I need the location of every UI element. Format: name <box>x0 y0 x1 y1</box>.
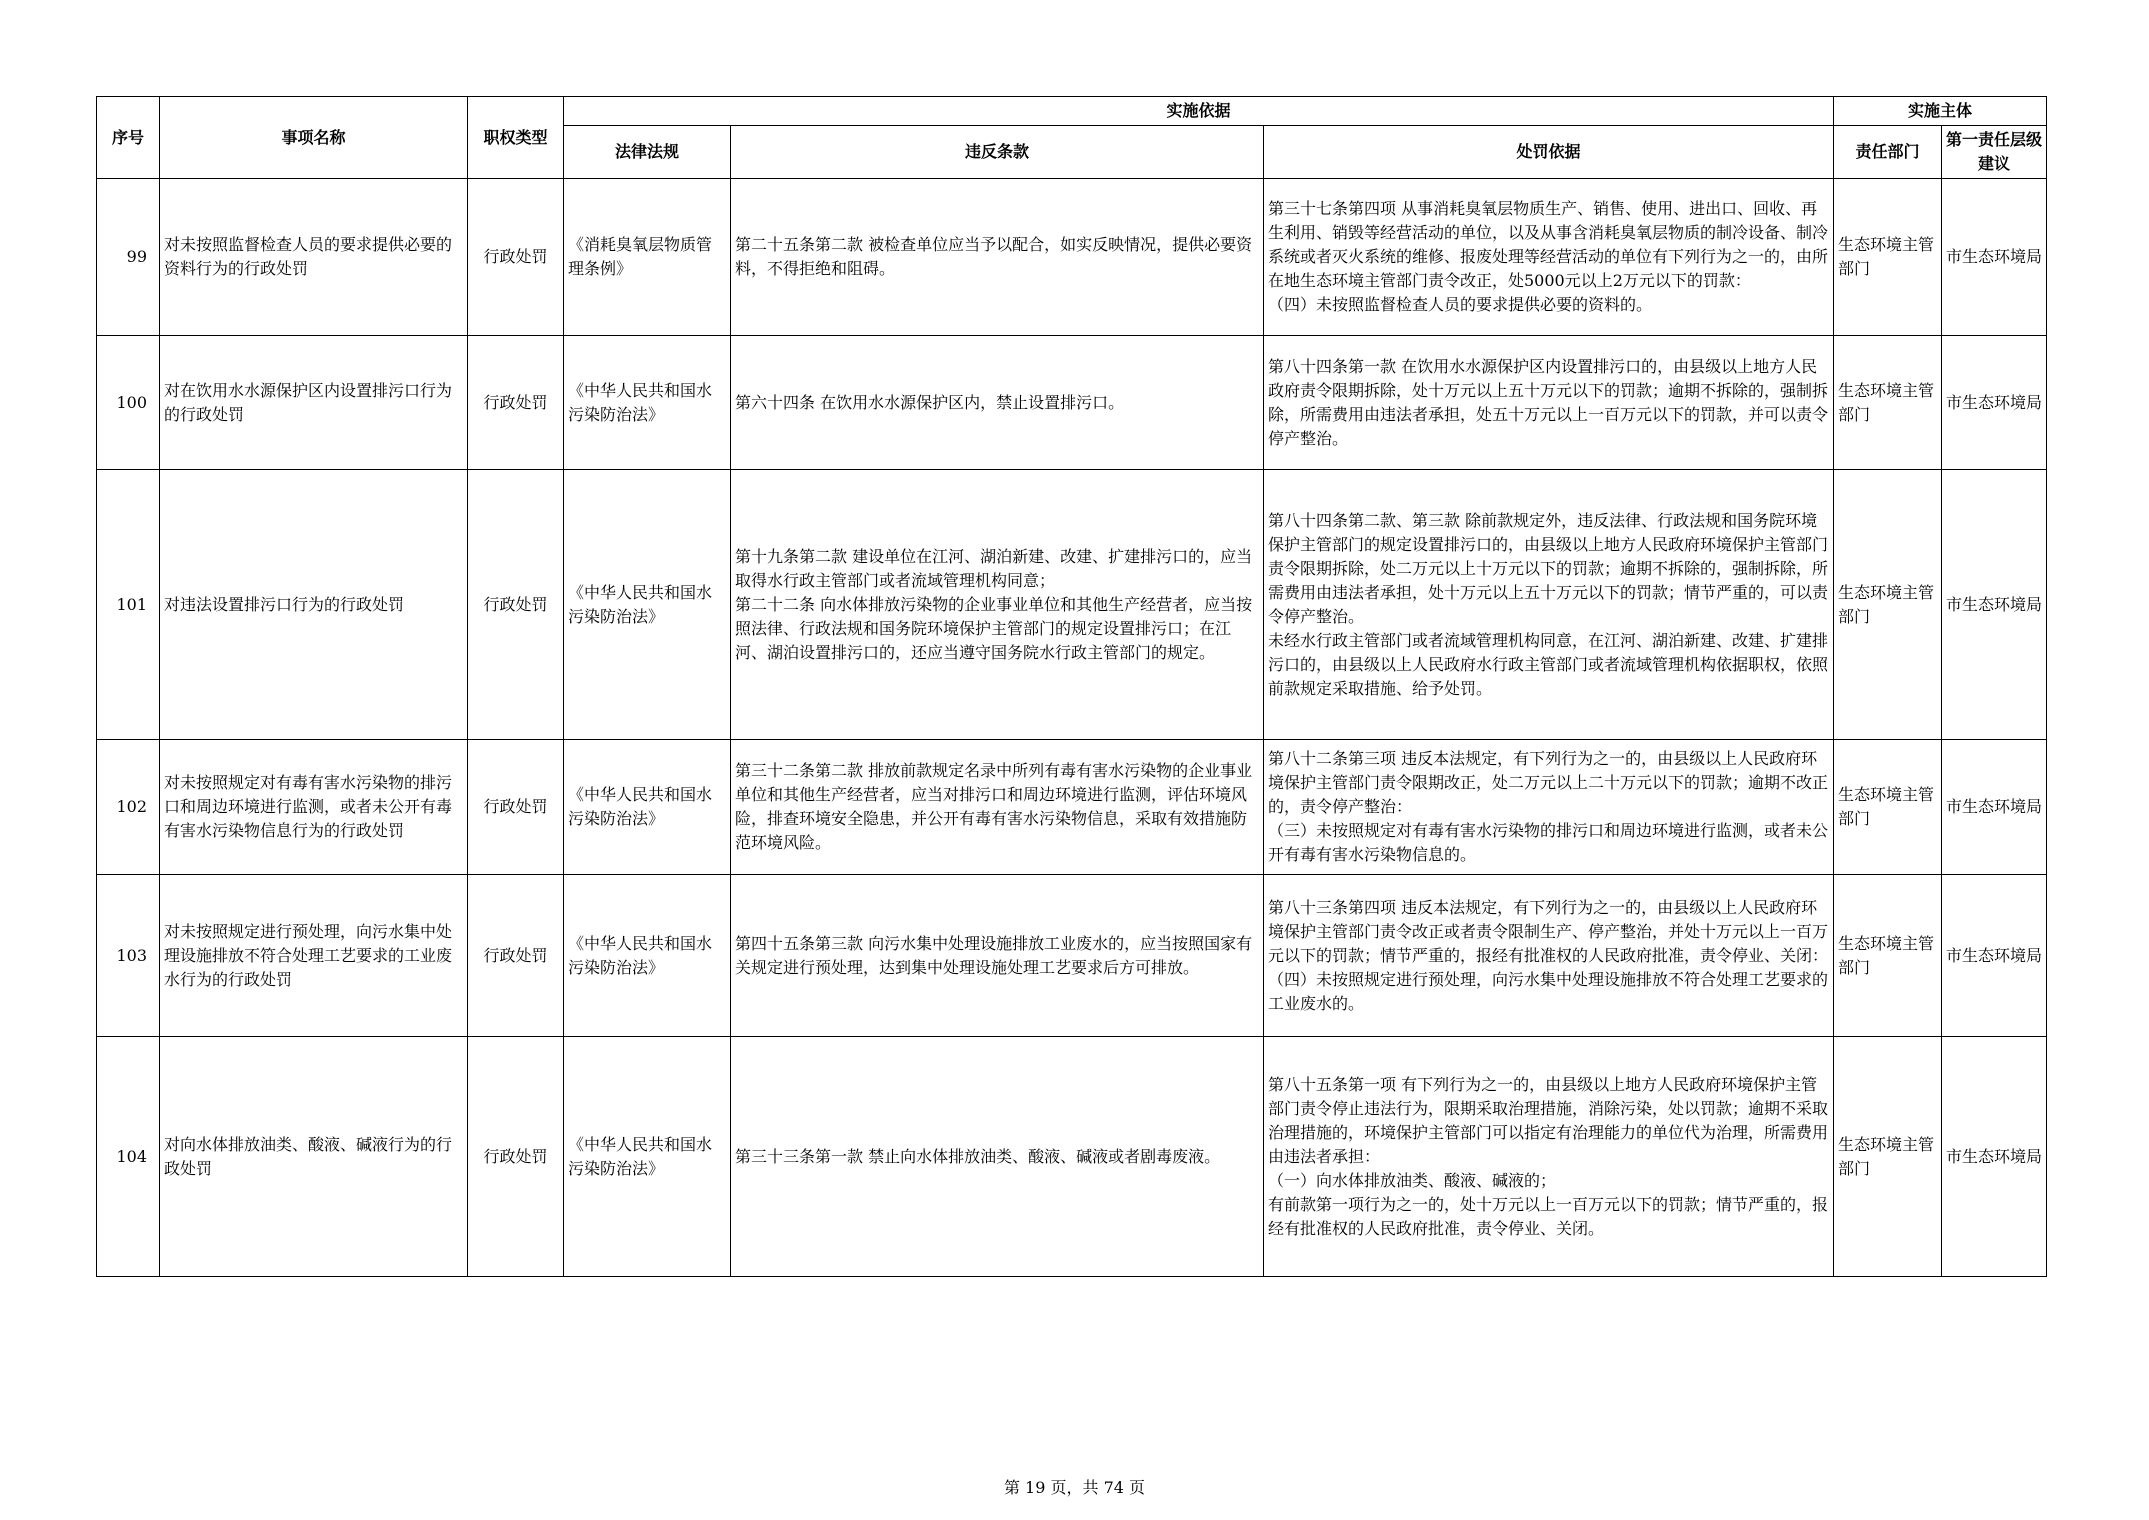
row-penalty-basis: 第八十二条第三项 违反本法规定，有下列行为之一的，由县级以上人民政府环境保护主管部门责令限期改正，处二万元以上二十万元以下的罚款；逾期不改正的，责令停产整治： （三）未按照规定对有毒有害水污染物的排污口和周边环境进行监测，或者未公开有毒有害水污染物信息的。 <box>1264 740 1834 875</box>
row-seq: 103 <box>97 875 160 1037</box>
row-item-name: 对向水体排放油类、酸液、碱液行为的行政处罚 <box>160 1037 468 1277</box>
row-penalty-basis: 第八十四条第一款 在饮用水水源保护区内设置排污口的，由县级以上地方人民政府责令限期拆除，处十万元以上五十万元以下的罚款；逾期不拆除的，强制拆除，所需费用由违法者承担，处五十万元以上一百万元以下的罚款，并可以责令停产整治。 <box>1264 336 1834 470</box>
header-violated: 违反条款 <box>731 126 1264 179</box>
header-power-type: 职权类型 <box>468 97 564 179</box>
row-law: 《中华人民共和国水污染防治法》 <box>564 470 731 740</box>
row-dept: 生态环境主管部门 <box>1834 470 1942 740</box>
row-level: 市生态环境局 <box>1942 336 2047 470</box>
header-basis-group: 实施依据 <box>564 97 1834 126</box>
header-penalty-basis: 处罚依据 <box>1264 126 1834 179</box>
row-violated-clause: 第十九条第二款 建设单位在江河、湖泊新建、改建、扩建排污口的，应当取得水行政主管部门或者流域管理机构同意； 第二十二条 向水体排放污染物的企业事业单位和其他生产经营者，应当按照法律、行政法规和国务院环境保护主管部门的规定设置排污口；在江河、湖泊设置排污口的，还应当遵守国务院水行政主管部门的规定。 <box>731 470 1264 740</box>
row-violated-clause: 第三十三条第一款 禁止向水体排放油类、酸液、碱液或者剧毒废液。 <box>731 1037 1264 1277</box>
header-dept: 责任部门 <box>1834 126 1942 179</box>
row-dept: 生态环境主管部门 <box>1834 875 1942 1037</box>
row-seq: 100 <box>97 336 160 470</box>
row-level: 市生态环境局 <box>1942 875 2047 1037</box>
row-power-type: 行政处罚 <box>468 875 564 1037</box>
header-item-name: 事项名称 <box>160 97 468 179</box>
row-law: 《消耗臭氧层物质管理条例》 <box>564 179 731 336</box>
row-dept: 生态环境主管部门 <box>1834 179 1942 336</box>
table-row <box>97 1037 2047 1277</box>
row-penalty-basis: 第八十五条第一项 有下列行为之一的，由县级以上地方人民政府环境保护主管部门责令停止违法行为，限期采取治理措施，消除污染，处以罚款；逾期不采取治理措施的，环境保护主管部门可以指定有治理能力的单位代为治理，所需费用由违法者承担： （一）向水体排放油类、酸液、碱液的； 有前款第一项行为之一的，处十万元以上一百万元以下的罚款；情节严重的，报经有批准权的人民政府批准，责令停业、关闭。 <box>1264 1037 1834 1277</box>
row-power-type: 行政处罚 <box>468 470 564 740</box>
row-violated-clause: 第六十四条 在饮用水水源保护区内，禁止设置排污口。 <box>731 336 1264 470</box>
row-item-name: 对未按照规定进行预处理，向污水集中处理设施排放不符合处理工艺要求的工业废水行为的行政处罚 <box>160 875 468 1037</box>
row-seq: 101 <box>97 470 160 740</box>
row-penalty-basis: 第三十七条第四项 从事消耗臭氧层物质生产、销售、使用、进出口、回收、再生利用、销毁等经营活动的单位，以及从事含消耗臭氧层物质的制冷设备、制冷系统或者灭火系统的维修、报废处理等经营活动的单位有下列行为之一的，由所在地生态环境主管部门责令改正，处5000元以上2万元以下的罚款： （四）未按照监督检查人员的要求提供必要的资料的。 <box>1264 179 1834 336</box>
row-level: 市生态环境局 <box>1942 179 2047 336</box>
header-seq: 序号 <box>97 97 160 179</box>
row-item-name: 对违法设置排污口行为的行政处罚 <box>160 470 468 740</box>
row-dept: 生态环境主管部门 <box>1834 336 1942 470</box>
row-law: 《中华人民共和国水污染防治法》 <box>564 740 731 875</box>
row-power-type: 行政处罚 <box>468 179 564 336</box>
header-level: 第一责任层级建议 <box>1942 126 2047 179</box>
row-item-name: 对在饮用水水源保护区内设置排污口行为的行政处罚 <box>160 336 468 470</box>
row-violated-clause: 第三十二条第二款 排放前款规定名录中所列有毒有害水污染物的企业事业单位和其他生产经营者，应当对排污口和周边环境进行监测，评估环境风险，排查环境安全隐患，并公开有毒有害水污染物信息，采取有效措施防范环境风险。 <box>731 740 1264 875</box>
row-law: 《中华人民共和国水污染防治法》 <box>564 875 731 1037</box>
row-power-type: 行政处罚 <box>468 1037 564 1277</box>
row-item-name: 对未按照监督检查人员的要求提供必要的资料行为的行政处罚 <box>160 179 468 336</box>
row-law: 《中华人民共和国水污染防治法》 <box>564 336 731 470</box>
row-violated-clause: 第四十五条第三款 向污水集中处理设施排放工业废水的，应当按照国家有关规定进行预处理，达到集中处理设施处理工艺要求后方可排放。 <box>731 875 1264 1037</box>
table-row <box>97 179 2047 336</box>
row-dept: 生态环境主管部门 <box>1834 740 1942 875</box>
table-row <box>97 336 2047 470</box>
row-violated-clause: 第二十五条第二款 被检查单位应当予以配合，如实反映情况，提供必要资料，不得拒绝和阻碍。 <box>731 179 1264 336</box>
row-level: 市生态环境局 <box>1942 1037 2047 1277</box>
row-item-name: 对未按照规定对有毒有害水污染物的排污口和周边环境进行监测，或者未公开有毒有害水污染物信息行为的行政处罚 <box>160 740 468 875</box>
header-subject-group: 实施主体 <box>1834 97 2047 126</box>
row-penalty-basis: 第八十三条第四项 违反本法规定，有下列行为之一的，由县级以上人民政府环境保护主管部门责令改正或者责令限制生产、停产整治，并处十万元以上一百万元以下的罚款；情节严重的，报经有批准权的人民政府批准，责令停业、关闭： （四）未按照规定进行预处理，向污水集中处理设施排放不符合处理工艺要求的工业废水的。 <box>1264 875 1834 1037</box>
table-row <box>97 875 2047 1037</box>
row-power-type: 行政处罚 <box>468 740 564 875</box>
row-level: 市生态环境局 <box>1942 740 2047 875</box>
table-row <box>97 740 2047 875</box>
row-penalty-basis: 第八十四条第二款、第三款 除前款规定外，违反法律、行政法规和国务院环境保护主管部门的规定设置排污口的，由县级以上地方人民政府环境保护主管部门责令限期拆除，处二万元以上十万元以下的罚款；逾期不拆除的，强制拆除，所需费用由违法者承担，处十万元以上五十万元以下的罚款；情节严重的，可以责令停产整治。 未经水行政主管部门或者流域管理机构同意，在江河、湖泊新建、改建、扩建排污口的，由县级以上人民政府水行政主管部门或者流域管理机构依据职权，依照前款规定采取措施、给予处罚。 <box>1264 470 1834 740</box>
row-seq: 102 <box>97 740 160 875</box>
page-number: 第 19 页，共 74 页 <box>1003 1478 1146 1497</box>
row-law: 《中华人民共和国水污染防治法》 <box>564 1037 731 1277</box>
row-power-type: 行政处罚 <box>468 336 564 470</box>
row-seq: 104 <box>97 1037 160 1277</box>
header-law: 法律法规 <box>564 126 731 179</box>
row-dept: 生态环境主管部门 <box>1834 1037 1942 1277</box>
penalty-table <box>96 96 2047 1277</box>
table-row <box>97 470 2047 740</box>
row-seq: 99 <box>97 179 160 336</box>
row-level: 市生态环境局 <box>1942 470 2047 740</box>
